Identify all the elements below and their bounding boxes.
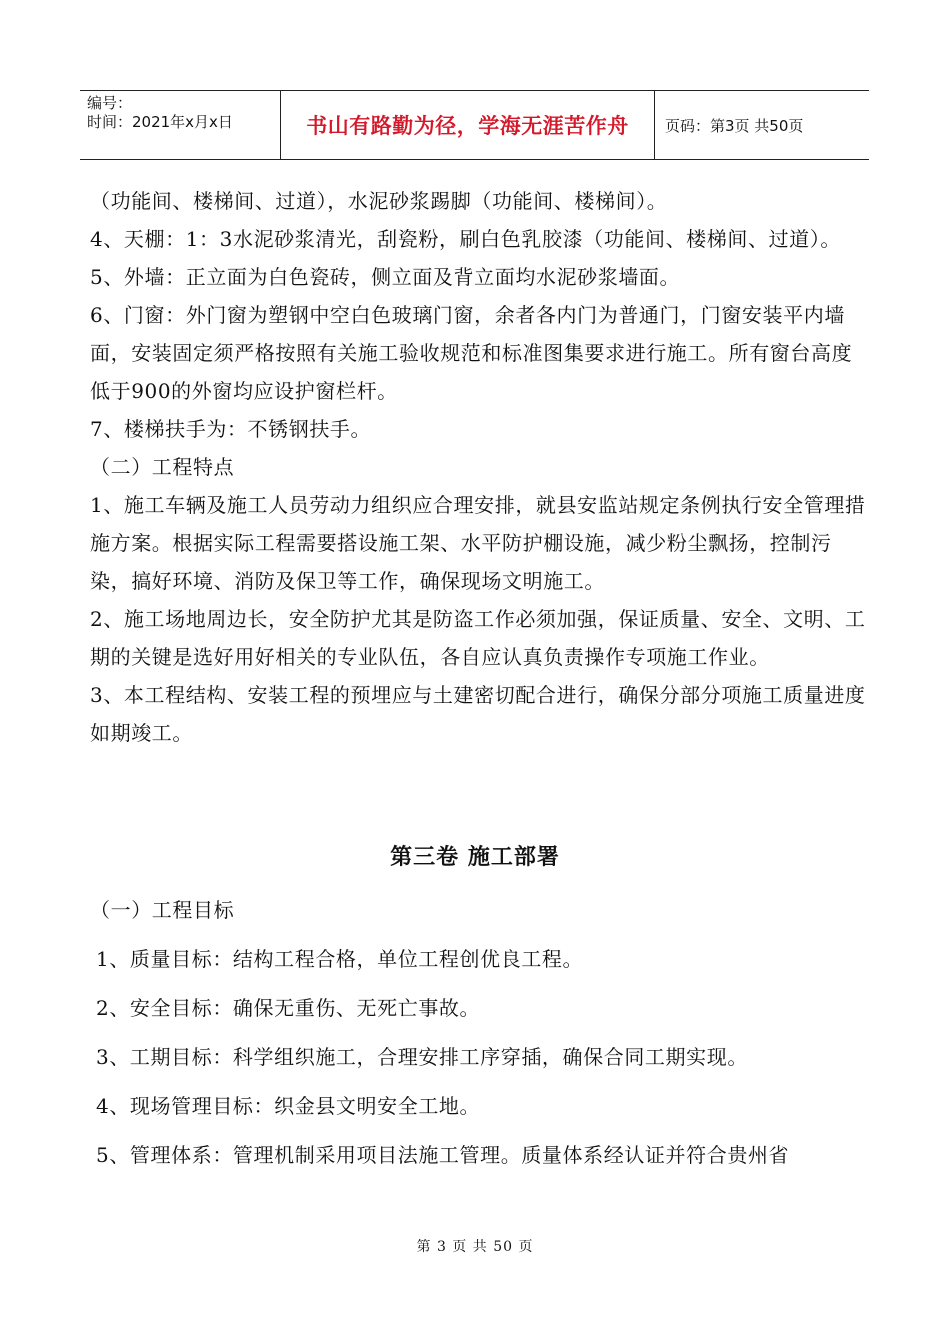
paragraph: 6、门窗：外门窗为塑钢中空白色玻璃门窗，余者各内门为普通门，门窗安装平内墙面，安装固定须严格按照有关施工验收规范和标准图集要求进行施工。所有窗台高度低于900的外窗均应设护窗栏杆。 [90,303,853,403]
header-motto: 书山有路勤为径，学海无涯苦作舟 [281,91,655,159]
paragraph: 2、施工场地周边长，安全防护尤其是防盗工作必须加强，保证质量、安全、文明、工期的关键是选好用好相关的专业队伍，各自应认真负责操作专项施工作业。 [90,607,866,669]
goal-item: 1、质量目标：结构工程合格，单位工程创优良工程。 [96,947,584,971]
paragraph: 1、施工车辆及施工人员劳动力组织应合理安排，就县安监站规定条例执行安全管理措施方案。根据实际工程需要搭设施工架、水平防护棚设施，减少粉尘飘扬，控制污染，搞好环境、消防及保卫等工作，确保现场文明施工。 [90,493,866,593]
document-time-label: 时间：2021年x月x日 [87,113,233,131]
goal-item: 5、管理体系：管理机制采用项目法施工管理。质量体系经认证并符合贵州省 [96,1143,790,1167]
header-meta [80,91,281,159]
paragraph: 4、天棚：1：3水泥砂浆清光，刮瓷粉，刷白色乳胶漆（功能间、楼梯间、过道）。 [90,227,841,251]
goal-item: 4、现场管理目标：织金县文明安全工地。 [96,1094,481,1118]
page-footer: 第 3 页 共 50 页 [416,1239,534,1255]
goals-heading: （一）工程目标 [90,898,235,922]
paragraph: 7、楼梯扶手为：不锈钢扶手。 [90,417,372,441]
subsection-heading: （二）工程特点 [90,455,235,479]
goal-item: 3、工期目标：科学组织施工，合理安排工序穿插，确保合同工期实现。 [96,1045,748,1069]
paragraph: 5、外墙：正立面为白色瓷砖，侧立面及背立面均水泥砂浆墙面。 [90,265,681,289]
page-header [80,90,869,160]
goal-item: 2、安全目标：确保无重伤、无死亡事故。 [96,996,481,1020]
goals-list [90,891,870,1185]
body-text [90,182,870,752]
section-title: 第三卷 施工部署 [390,845,560,870]
document-number-label: 编号： [87,94,133,112]
paragraph: （功能间、楼梯间、过道），水泥砂浆踢脚（功能间、楼梯间）。 [90,189,668,213]
header-page-code: 页码：第3页 共50页 [665,116,804,135]
paragraph: 3、本工程结构、安装工程的预埋应与土建密切配合进行，确保分部分项施工质量进度如期竣工。 [90,683,866,745]
